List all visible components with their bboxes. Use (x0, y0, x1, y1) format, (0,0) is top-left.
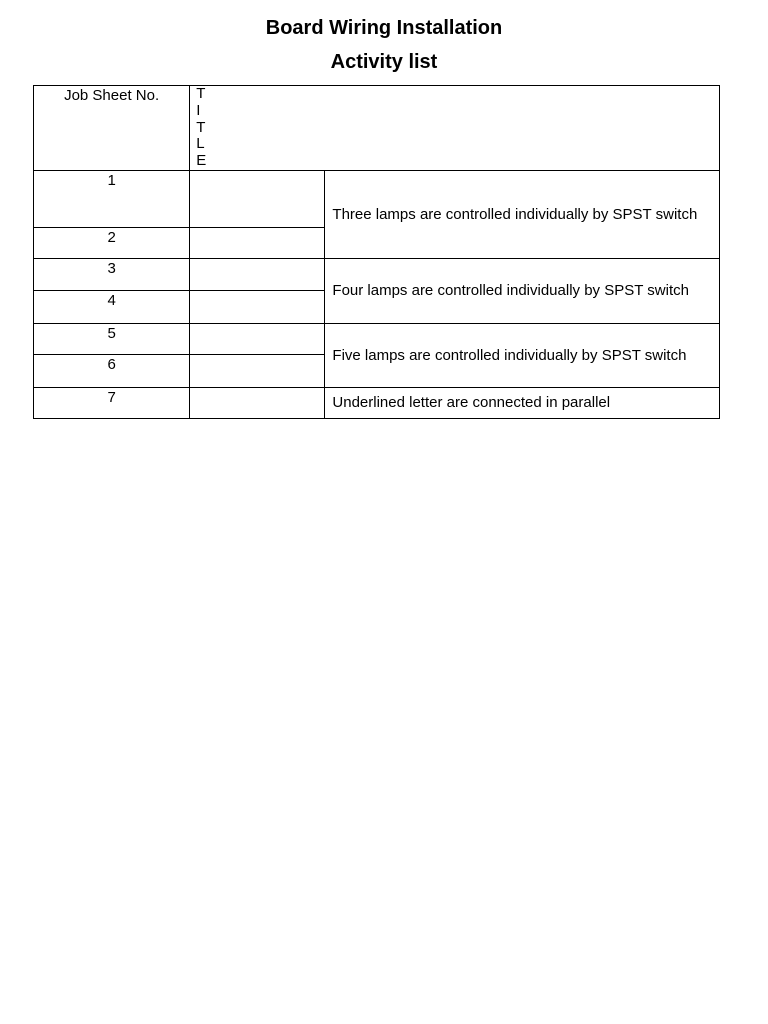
job-sheet-number: 6 (34, 355, 190, 388)
title-letter: I (196, 101, 201, 119)
job-sheet-number: 1 (34, 171, 190, 228)
job-sheet-number: 2 (34, 228, 190, 259)
table-row (34, 259, 720, 291)
detail-cell (190, 291, 325, 324)
detail-cell (190, 171, 325, 228)
detail-cell (190, 228, 325, 259)
title-letter: L (196, 135, 205, 153)
activity-description: Four lamps are controlled individually by SPST switch (325, 259, 720, 324)
job-sheet-number: 5 (34, 324, 190, 355)
activity-description: Underlined letter are connected in parallel (325, 388, 720, 419)
document-subtitle: Activity list (330, 51, 438, 73)
title-letter: T (196, 85, 206, 102)
title-letter: E (196, 152, 207, 170)
title-header (190, 86, 720, 171)
job-sheet-header: Job Sheet No. (34, 86, 190, 171)
activity-description: Three lamps are controlled individually by SPST switch (325, 171, 720, 259)
table-header-row (34, 86, 720, 171)
job-sheet-number: 7 (34, 388, 190, 419)
document-title: Board Wiring Installation (265, 17, 503, 39)
activity-table (33, 85, 720, 419)
job-sheet-number: 3 (34, 259, 190, 291)
activity-description: Five lamps are controlled individually by SPST switch (325, 324, 720, 388)
detail-cell (190, 355, 325, 388)
table-row (34, 171, 720, 228)
job-sheet-number: 4 (34, 291, 190, 324)
title-letter: T (196, 118, 206, 136)
detail-cell (190, 324, 325, 355)
table-row (34, 324, 720, 355)
detail-cell (190, 259, 325, 291)
table-row (34, 388, 720, 419)
detail-cell (190, 388, 325, 419)
